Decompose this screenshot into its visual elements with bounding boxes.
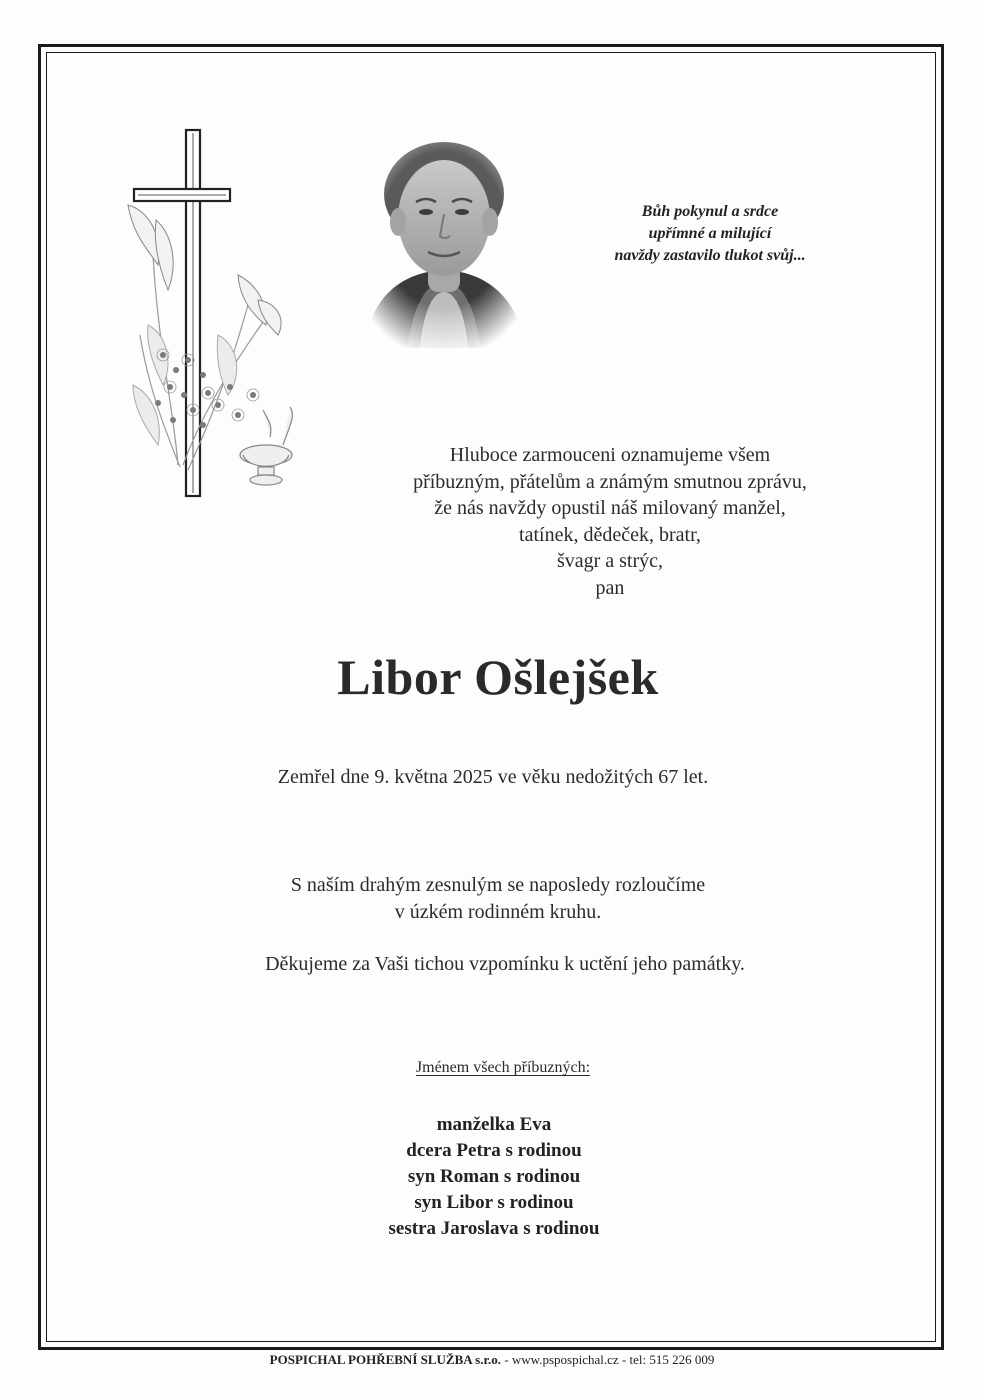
farewell-line: S naším drahým zesnulým se naposledy rozloučíme bbox=[290, 874, 706, 896]
announcement-line: švagr a strýc, bbox=[556, 550, 664, 573]
quote-line: upřímné a milující bbox=[648, 225, 772, 242]
footer-company: POSPICHAL POHŘEBNÍ SLUŽBA s.r.o. bbox=[269, 1352, 502, 1367]
family-member: syn Roman s rodinou bbox=[407, 1166, 581, 1187]
quote-line: navždy zastavilo tlukot svůj... bbox=[614, 247, 806, 264]
family-list bbox=[0, 1112, 984, 1242]
cross-lily-emblem bbox=[118, 125, 308, 505]
on-behalf-label: Jménem všech příbuzných: bbox=[415, 1059, 591, 1076]
announcement-line: tatínek, dědeček, bratr, bbox=[519, 523, 701, 546]
announcement-line: pan bbox=[595, 576, 625, 599]
announcement-line: Hluboce zarmouceni oznamujeme všem bbox=[449, 444, 771, 466]
family-member: manželka Eva bbox=[436, 1114, 552, 1135]
on-behalf-heading bbox=[0, 1059, 984, 1077]
quote-line: Bůh pokynul a srdce bbox=[641, 203, 779, 220]
quote-block bbox=[596, 201, 824, 267]
announcement-line: příbuzným, přátelům a známým smutnou zprávu, bbox=[413, 470, 807, 493]
thanks-text: Děkujeme za Vaši tichou vzpomínku k uctění jeho památky. bbox=[265, 953, 745, 975]
family-member: dcera Petra s rodinou bbox=[406, 1140, 582, 1161]
portrait-photo bbox=[358, 132, 530, 348]
footer-details: - www.pspospichal.cz - tel: 515 226 009 bbox=[501, 1352, 715, 1367]
announcement-text bbox=[300, 442, 920, 602]
deceased-name: Libor Ošlejšek bbox=[337, 649, 659, 705]
family-member: syn Libor s rodinou bbox=[414, 1192, 574, 1213]
farewell-text bbox=[0, 872, 984, 926]
footer-contact bbox=[0, 1352, 984, 1368]
death-date-line: Zemřel dne 9. května 2025 ve věku nedožitých 67 let. bbox=[277, 766, 709, 788]
farewell-line: v úzkém rodinném kruhu. bbox=[394, 901, 602, 923]
family-member: sestra Jaroslava s rodinou bbox=[388, 1218, 600, 1239]
announcement-line: že nás navždy opustil náš milovaný manžel, bbox=[434, 497, 786, 520]
